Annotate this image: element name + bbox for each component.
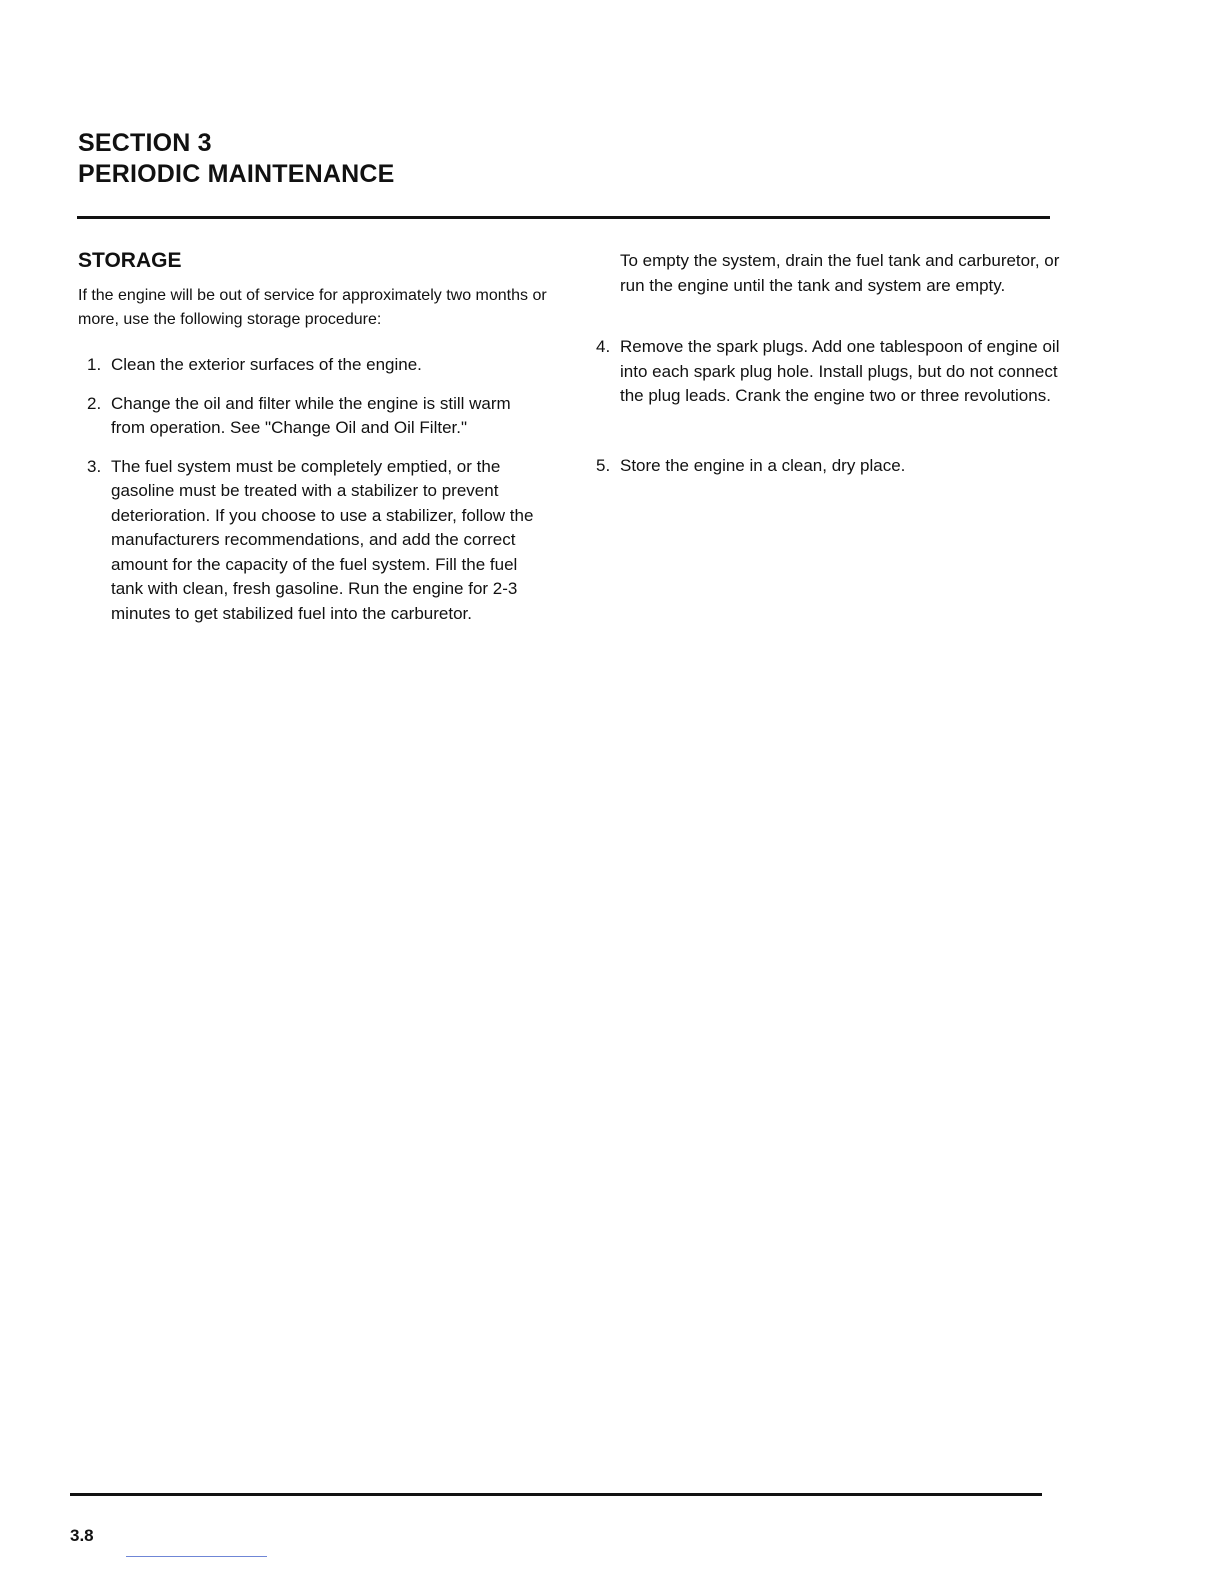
section-title: PERIODIC MAINTENANCE (78, 160, 395, 188)
step-text: Clean the exterior surfaces of the engine. (111, 355, 422, 374)
left-column (78, 248, 548, 626)
steps-list-right (596, 335, 1066, 478)
step-number: 4. (596, 337, 611, 356)
section-number: SECTION 3 (78, 129, 212, 157)
right-column (596, 249, 1066, 478)
step-item (596, 454, 1066, 479)
steps-list-left (78, 353, 548, 626)
step-text: The fuel system must be completely emptied, or the gasoline must be treated with a stabilizer to prevent deterioration. If you choose to use a stabilizer, follow the manufacturers recommendations, and add the correct amount for the capacity of the fuel system. Fill the fuel tank with clean, fresh gasoline. Run the engine for 2-3 minutes to get stabilized fuel into the carburetor. (111, 456, 534, 623)
step-text: Change the oil and filter while the engine is still warm from operation. See "Change Oil and Oil Filter." (111, 393, 511, 437)
step-number: 5. (596, 455, 611, 475)
step-number: 2. (87, 393, 102, 413)
blue-underline-mark (126, 1556, 267, 1557)
storage-heading: STORAGE (78, 249, 182, 272)
step-item (78, 392, 548, 441)
step-3-continued: To empty the system, drain the fuel tank and carburetor, or run the engine until the tank and system are empty. (620, 251, 1060, 295)
step-text: Store the engine in a clean, dry place. (620, 455, 906, 475)
step-item (78, 455, 548, 627)
top-divider (77, 216, 1050, 219)
step-number: 1. (87, 355, 102, 374)
step-number: 3. (87, 456, 102, 476)
storage-intro: If the engine will be out of service for approximately two months or more, use the following storage procedure: (78, 287, 547, 328)
section-heading (78, 128, 395, 190)
step-text: Remove the spark plugs. Add one tablespoon of engine oil into each spark plug hole. Install plugs, but do not connect the plug leads. Crank the engine two or three revolutions. (620, 337, 1060, 405)
step-item (596, 335, 1066, 409)
page-number: 3.8 (70, 1526, 94, 1545)
step-item (78, 353, 548, 378)
bottom-divider (70, 1493, 1042, 1496)
